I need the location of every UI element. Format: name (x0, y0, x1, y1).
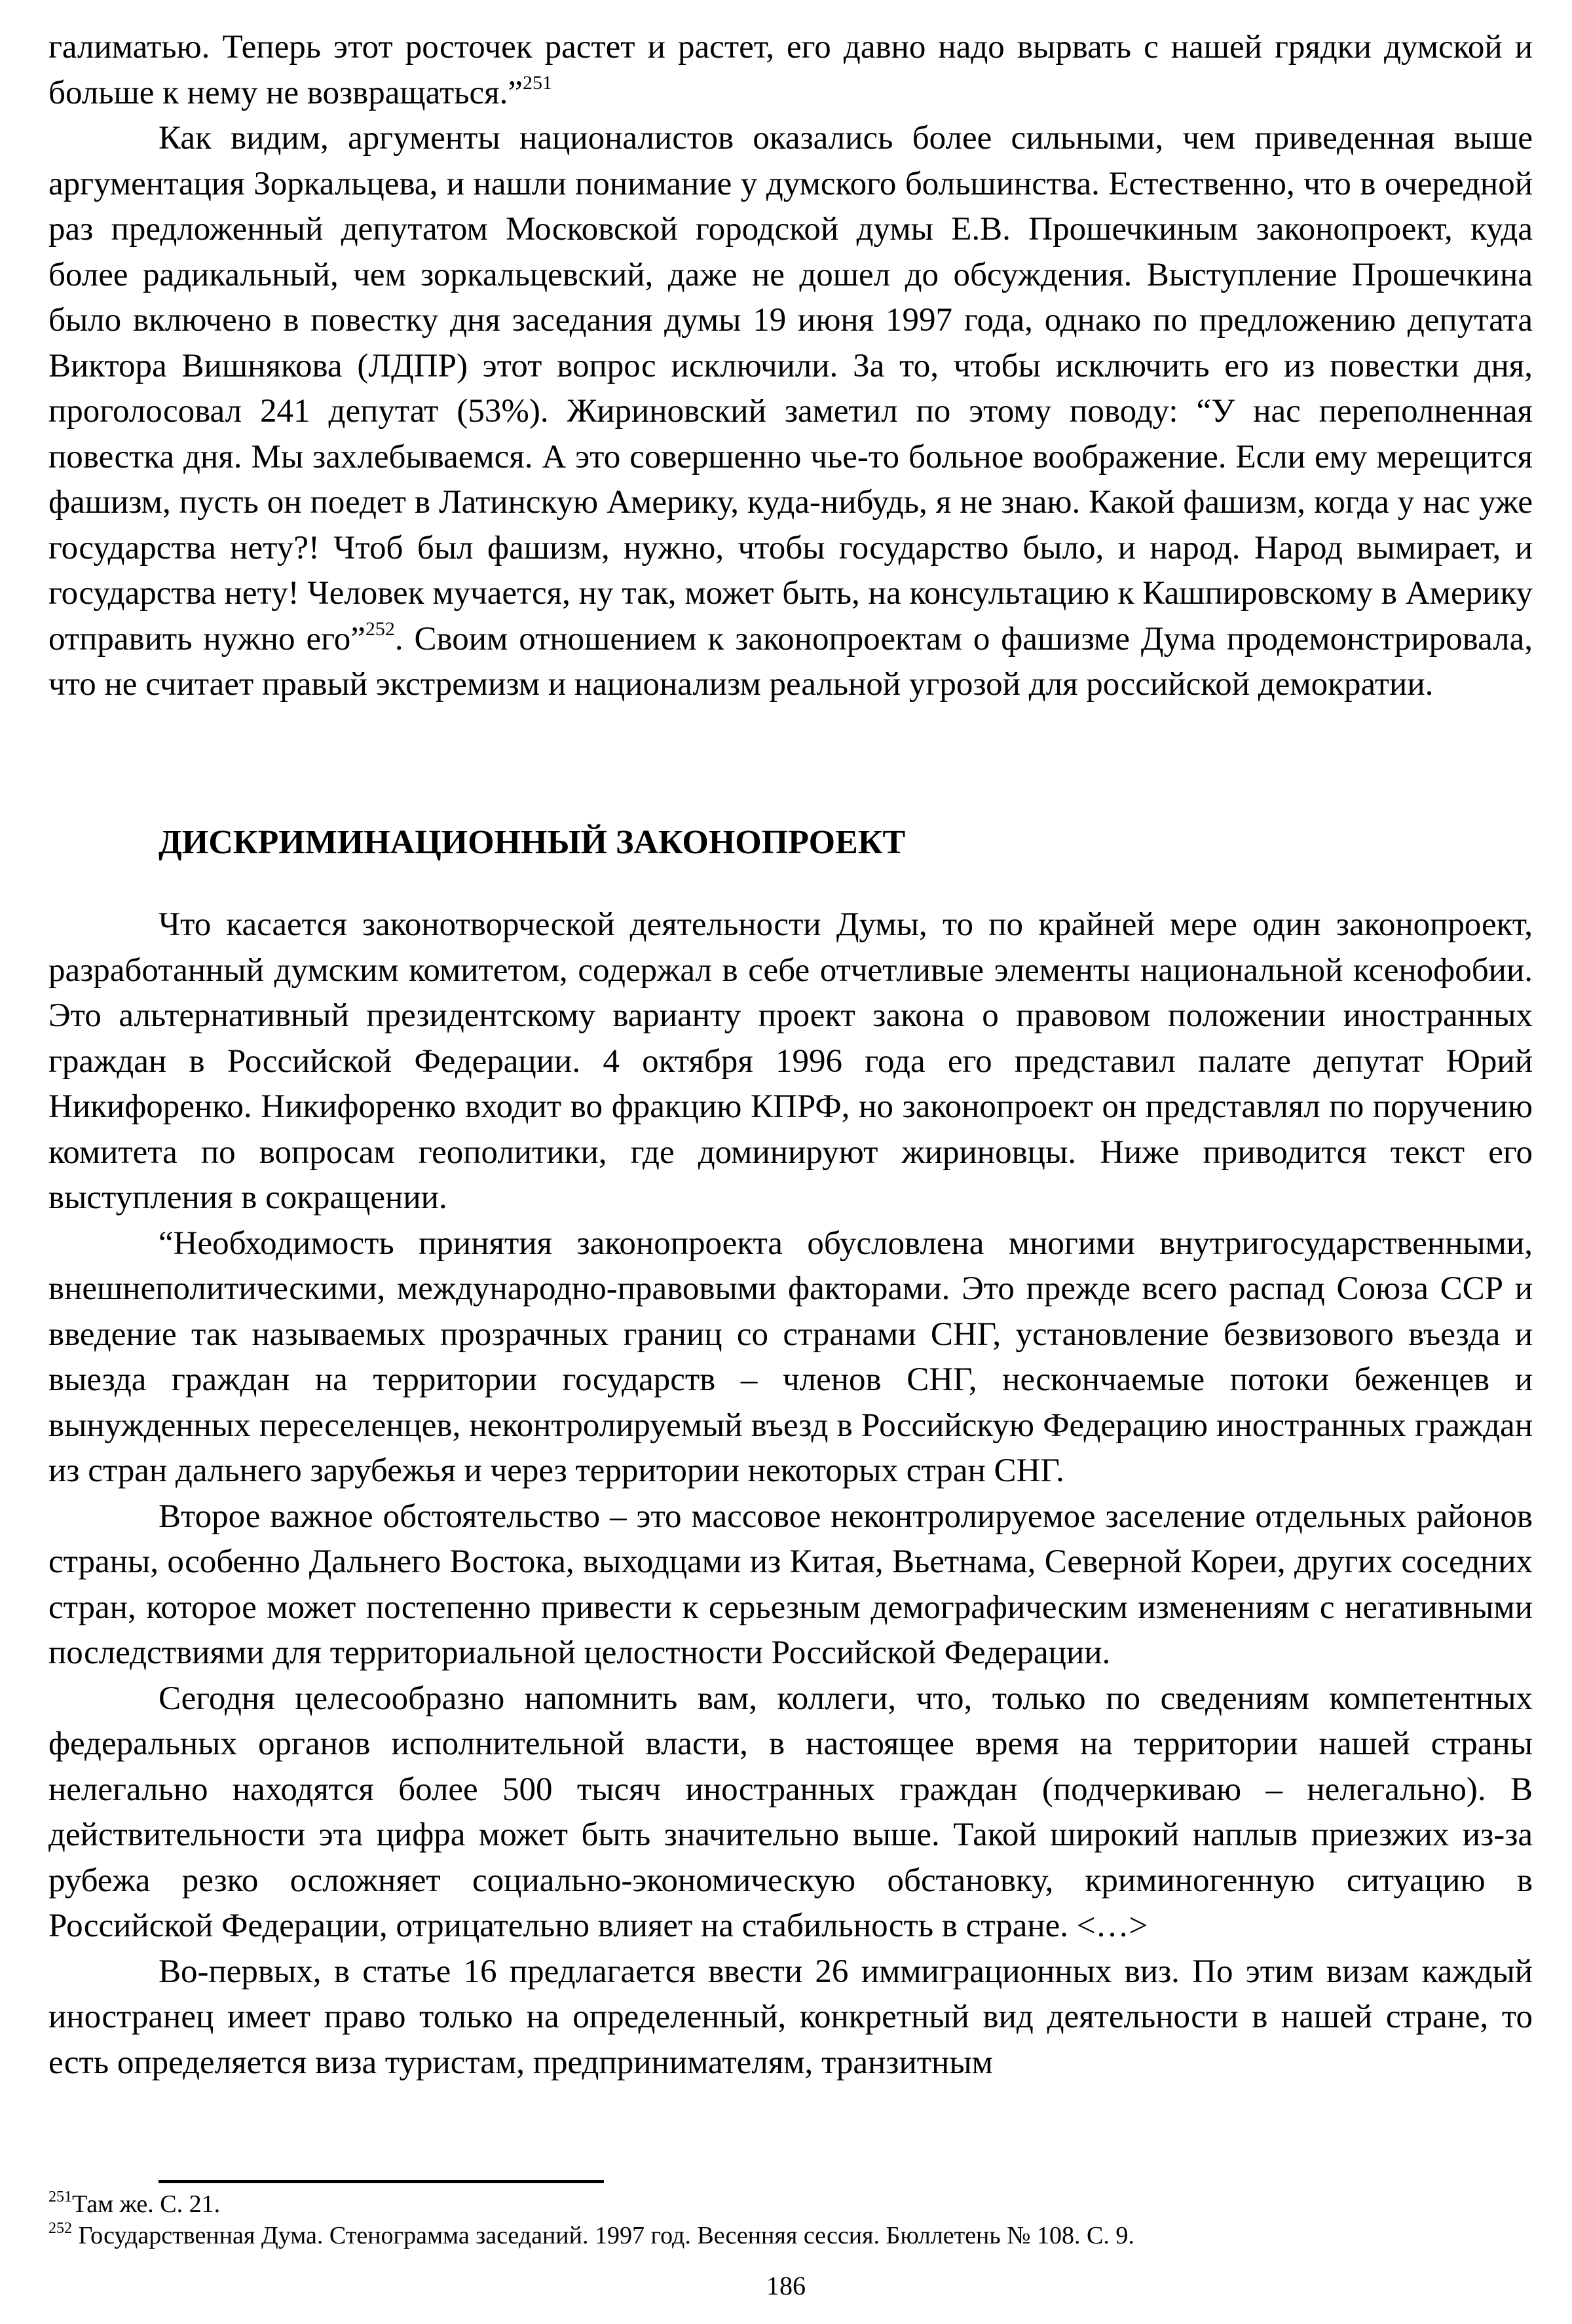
paragraph: Что касается законотворческой деятельности Думы, то по крайней мере один законопроект, разработанный думским комитетом, содержал в себе отчетливые элементы национальной ксенофобии. Это альтернативный президентскому варианту проект закона о правовом положении иностранных граждан в Российской Федерации. 4 октября 1996 года его представил палате депутат Юрий Никифоренко. Никифоренко входит во фракцию КПРФ, но законопроект он представлял по поручению комитета по вопросам геополитики, где доминируют жириновцы. Ниже приводится текст его выступления в сокращении. (48, 906, 1533, 1216)
footnote-ref-251: 251 (523, 71, 553, 94)
paragraph (48, 116, 1533, 708)
paragraph: Второе важное обстоятельство – это массовое неконтролируемое заселение отдельных районов страны, особенно Дальнего Востока, выходцами из Китая, Вьетнама, Северной Кореи, других соседних стран, которое может постепенно привести к серьезным демографическим изменениям с негативными последствиями для территориальной целостности Российской Федерации. (48, 1498, 1533, 1671)
paragraph: Во-первых, в статье 16 предлагается ввести 26 иммиграционных виз. По этим визам каждый иностранец имеет право только на определенный, конкретный вид деятельности в нашей стране, то есть определяется виза туристам, предпринимателям, транзитным (48, 1953, 1533, 2081)
footnote-text: Государственная Дума. Стенограмма заседаний. 1997 год. Весенняя сессия. Бюллетень № 108. С. 9. (72, 2222, 1134, 2249)
paragraph: “Необходимость принятия законопроекта обусловлена многими внутригосударственными, внешнеполитическими, международно-правовыми факторами. Это прежде всего распад Союза ССР и введение так называемых прозрачных границ со странами СНГ, установление безвизового въезда и выезда граждан на территории государств – членов СНГ, нескончаемые потоки беженцев и вынужденных переселенцев, неконтролируемый въезд в Российскую Федерацию иностранных граждан из стран дальнего зарубежья и через территории некоторых стран СНГ. (48, 1225, 1533, 1489)
text-block-top (48, 25, 1533, 708)
footnote (48, 2188, 1533, 2220)
footnote-number: 252 (48, 2220, 72, 2237)
footnote (48, 2220, 1533, 2251)
paragraph-text: . Своим отношением к законопроектам о фашизме Дума продемонстрировала, что не считает правый экстремизм и национализм реальной угрозой для российской демократии. (48, 620, 1533, 703)
page-number: 186 (766, 2271, 806, 2300)
section-heading: ДИСКРИМИНАЦИОННЫЙ ЗАКОНОПРОЕКТ (159, 824, 906, 861)
paragraph-text: галиматью. Теперь этот росточек растет и растет, его давно надо вырвать с нашей грядки думской и больше к нему не возвращаться.” (48, 29, 1533, 111)
footnote-text: Там же. С. 21. (72, 2190, 221, 2218)
footnote-number: 251 (48, 2188, 72, 2205)
footnotes (48, 2188, 1533, 2251)
paragraph: Сегодня целесообразно напомнить вам, коллеги, что, только по сведениям компетентных федеральных органов исполнительной власти, в настоящее время на территории нашей страны нелегально находятся более 500 тысяч иностранных граждан (подчеркиваю – нелегально). В действительности эта цифра может быть значительно выше. Такой широкий наплыв приезжих из-за рубежа резко осложняет социально-экономическую обстановку, криминогенную ситуацию в Российской Федерации, отрицательно влияет на стабильность в стране. <…> (48, 1680, 1533, 1944)
paragraph (48, 25, 1533, 116)
footnote-ref-252: 252 (365, 618, 395, 640)
footnote-separator (159, 2180, 604, 2183)
paragraph-text: Как видим, аргументы националистов оказались более сильными, чем приведенная выше аргументация Зоркальцева, и нашли понимание у думского большинства. Естественно, что в очередной раз предложенный депутатом Московской городской думы Е.В. Прошечкиным законопроект, куда более радикальный, чем зоркальцевский, даже не дошел до обсуждения. Выступление Прошечкина было включено в повестку дня заседания думы 19 июня 1997 года, однако по предложению депутата Виктора Вишнякова (ЛДПР) этот вопрос исключили. За то, чтобы исключить его из повестки дня, проголосовал 241 депутат (53%). Жириновский заметил по этому поводу: “У нас переполненная повестка дня. Мы захлебываемся. А это совершенно чье-то больное воображение. Если ему мерещится фашизм, пусть он поедет в Латинскую Америку, куда-нибудь, я не знаю. Какой фашизм, когда у нас уже государства нету?! Чтоб был фашизм, нужно, чтобы государство было, и народ. Народ вымирает, и государства нету! Человек мучается, ну так, может быть, на консультацию к Кашпировскому в Америку отправить нужно его” (48, 120, 1533, 657)
text-block-main (48, 902, 1533, 2086)
